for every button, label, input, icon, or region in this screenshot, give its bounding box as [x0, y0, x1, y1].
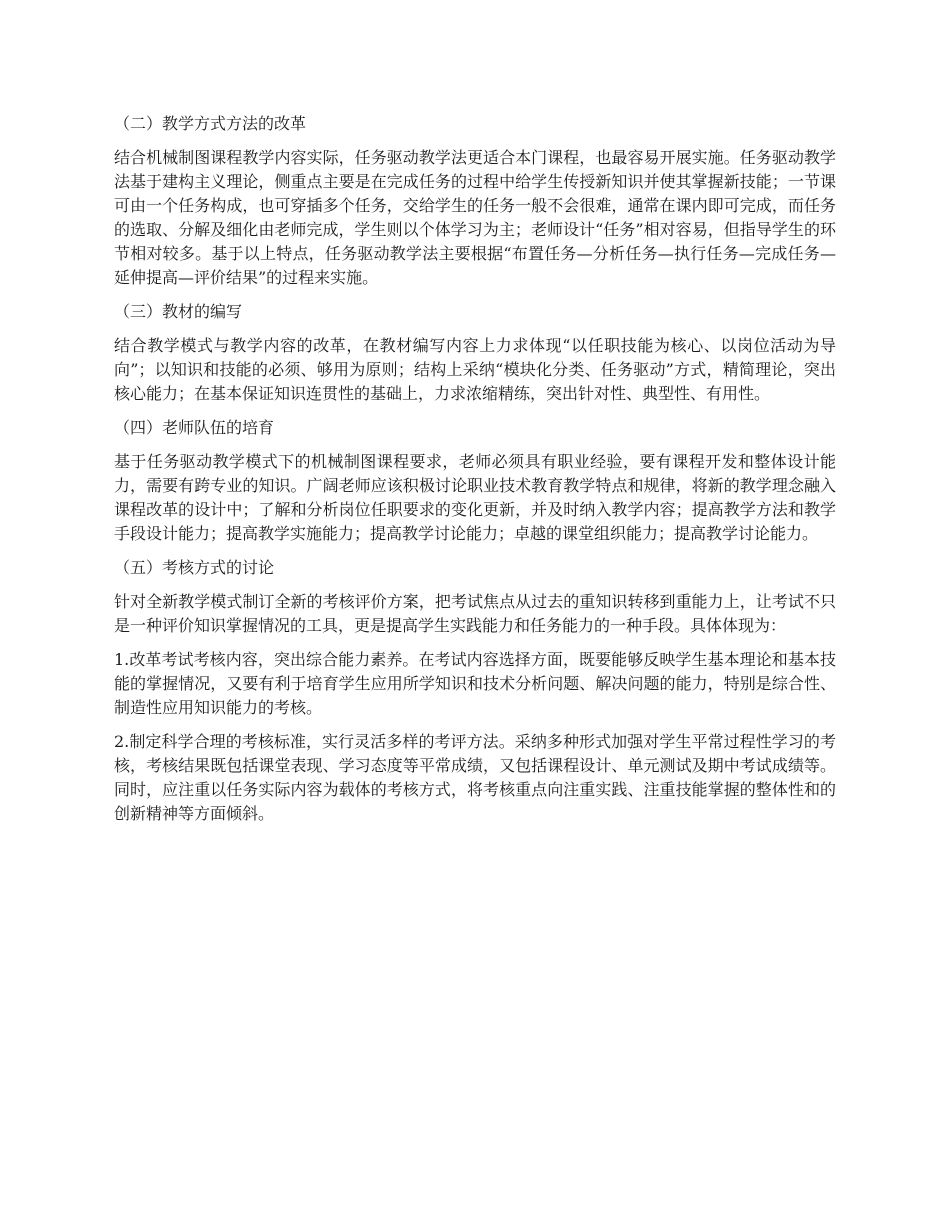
paragraph: 结合教学模式与教学内容的改革，在教材编写内容上力求体现“以任职技能为核心、以岗位活动为导向”；以知识和技能的必须、够用为原则；结构上采纳“模块化分类、任务驱动”方式，精简理论，突出核心能力；在基本保证知识连贯性的基础上，力求浓缩精练，突出针对性、典型性、有用性。 — [114, 336, 836, 403]
numbered-paragraph: 2.制定科学合理的考核标准，实行灵活多样的考评方法。采纳多种形式加强对学生平常过程性学习的考核，考核结果既包括课堂表现、学习态度等平常成绩，又包括课程设计、单元测试及期中考试成绩等。同时，应注重以任务实际内容为载体的考核方式，将考核重点向注重实践、注重技能掌握的整体性和的创新精神等方面倾斜。 — [114, 732, 836, 823]
document-body — [114, 112, 836, 836]
section-heading: （四）老师队伍的培育 — [114, 418, 275, 437]
paragraph: 针对全新教学模式制订全新的考核评价方案，把考试焦点从过去的重知识转移到重能力上，让考试不只是一种评价知识掌握情况的工具，更是提高学生实践能力和任务能力的一种手段。具体体现为： — [114, 592, 836, 635]
section-heading: （三）教材的编写 — [114, 302, 243, 321]
numbered-paragraph: 1.改革考试考核内容，突出综合能力素养。在考试内容选择方面，既要能够反映学生基本理论和基本技能的掌握情况，又要有利于培育学生应用所学知识和技术分析问题、解决问题的能力，特别是综合性、制造性应用知识能力的考核。 — [114, 650, 836, 717]
paragraph: 基于任务驱动教学模式下的机械制图课程要求，老师必须具有职业经验，要有课程开发和整体设计能力，需要有跨专业的知识。广阔老师应该积极讨论职业技术教育教学特点和规律，将新的教学理念融入课程改革的设计中；了解和分析岗位任职要求的变化更新，并及时纳入教学内容；提高教学方法和教学手段设计能力；提高教学实施能力；提高教学讨论能力；卓越的课堂组织能力；提高教学讨论能力。 — [114, 452, 836, 543]
section-heading: （五）考核方式的讨论 — [114, 558, 275, 577]
section-heading: （二）教学方式方法的改革 — [114, 114, 307, 133]
paragraph: 结合机械制图课程教学内容实际，任务驱动教学法更适合本门课程，也最容易开展实施。任务驱动教学法基于建构主义理论，侧重点主要是在完成任务的过程中给学生传授新知识并使其掌握新技能；一节课可由一个任务构成，也可穿插多个任务，交给学生的任务一般不会很难，通常在课内即可完成，而任务的选取、分解及细化由老师完成，学生则以个体学习为主；老师设计“任务”相对容易，但指导学生的环节相对较多。基于以上特点，任务驱动教学法主要根据“布置任务—分析任务—执行任务—完成任务—延伸提高—评价结果”的过程来实施。 — [114, 148, 836, 287]
